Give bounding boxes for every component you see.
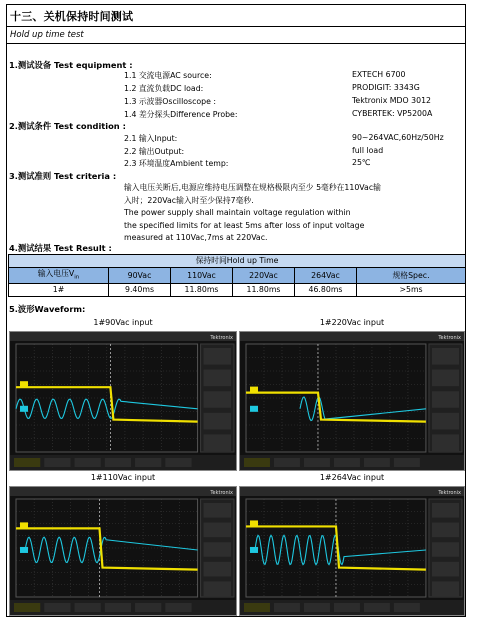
column-header: 264Vac	[295, 267, 357, 284]
equipment-value: Tektronix MDO 3012	[352, 96, 431, 105]
equipment-label: 1.1 交流电源AC source:	[124, 71, 212, 80]
scope-status-box	[244, 603, 270, 612]
scope-status-box	[394, 603, 420, 612]
scope-brand-label: Tektronix	[210, 335, 233, 341]
scope-status-box	[364, 458, 390, 467]
waveform-220vac	[239, 331, 465, 471]
criteria-text	[124, 182, 381, 245]
scope-side-button	[204, 348, 231, 365]
scope-brand-label: Tektronix	[210, 490, 233, 496]
scope-side-button	[432, 581, 459, 596]
subtitle-divider	[7, 43, 465, 44]
channel-1-marker	[20, 381, 28, 387]
scope-status-box	[14, 603, 40, 612]
scope-side-button	[204, 391, 231, 408]
scope-status-box	[244, 458, 270, 467]
scope-top-bar	[10, 487, 236, 496]
condition-heading: 2.测试条件 Test condition :	[9, 121, 126, 131]
scope-screen	[240, 487, 464, 615]
scope-side-button	[432, 542, 459, 557]
waveform-110vac	[9, 486, 237, 616]
table-cell: >5ms	[357, 284, 466, 297]
scope-top-bar	[240, 487, 464, 496]
input-voltage-subscript: in	[74, 274, 80, 281]
condition-label: 2.2 输出Output:	[124, 147, 185, 156]
scope-status-box	[135, 603, 161, 612]
scope-status-box	[105, 603, 131, 612]
scope-status-box	[44, 458, 70, 467]
scope-side-button	[204, 503, 231, 518]
channel-1-marker	[250, 387, 258, 393]
scope-screen	[240, 332, 464, 470]
page-subtitle: Hold up time test	[10, 30, 84, 40]
scope-status-box	[274, 603, 300, 612]
table-row	[9, 284, 466, 297]
equipment-label: 1.3 示波器Oscilloscope :	[124, 97, 216, 106]
equipment-value: CYBERTEK: VP5200A	[352, 109, 433, 118]
scope-status-box	[105, 458, 131, 467]
scope-side-button	[432, 434, 459, 451]
scope-status-box	[394, 458, 420, 467]
scope-side-button	[432, 523, 459, 538]
table-cell: 46.80ms	[295, 284, 357, 297]
waveform-title: 1#90Vac input	[93, 318, 153, 327]
condition-value: full load	[352, 146, 384, 155]
scope-status-box	[165, 603, 191, 612]
scope-status-box	[14, 458, 40, 467]
scope-side-button	[432, 413, 459, 430]
scope-status-box	[75, 458, 101, 467]
scope-side-button	[432, 348, 459, 365]
scope-side-button	[204, 523, 231, 538]
scope-status-box	[274, 458, 300, 467]
condition-value: 90~264VAC,60Hz/50Hz	[352, 133, 444, 142]
channel-2-marker	[250, 547, 258, 553]
criteria-line: The power supply shall maintain voltage regulation within	[124, 208, 351, 218]
criteria-line: 入时；220Vac输入时至少保持7毫秒.	[124, 195, 254, 205]
scope-status-box	[165, 458, 191, 467]
channel-2-marker	[20, 547, 28, 553]
report-page	[6, 4, 466, 617]
title-divider	[7, 26, 465, 27]
criteria-line: the specified limits for at least 5ms after loss of input voltage	[124, 220, 365, 230]
criteria-line: measured at 110Vac,7ms at 220Vac.	[124, 233, 268, 243]
channel-1-marker	[250, 520, 258, 526]
scope-side-button	[432, 503, 459, 518]
table-cell: 11.80ms	[233, 284, 295, 297]
condition-label: 2.3 环境温度Ambient temp:	[124, 159, 229, 168]
table-cell: 11.80ms	[171, 284, 233, 297]
waveform-90vac	[9, 331, 237, 471]
input-voltage-label: 输入电压V	[37, 268, 75, 278]
criteria-heading: 3.测试准则 Test criteria :	[9, 171, 117, 181]
waveform-heading: 5.波形Waveform:	[9, 304, 86, 314]
scope-top-bar	[10, 332, 236, 341]
scope-side-button	[432, 370, 459, 387]
criteria-line: 输入电压关断后,电源应维持电压调整在规格极限内至少 5毫秒在110Vac输	[124, 183, 381, 192]
scope-side-button	[204, 413, 231, 430]
hold-up-time-table	[8, 254, 466, 297]
scope-screen	[10, 332, 236, 470]
scope-top-bar	[240, 332, 464, 341]
channel-1-marker	[20, 522, 28, 528]
scope-side-button	[204, 581, 231, 596]
scope-status-box	[334, 603, 360, 612]
result-heading: 4.测试结果 Test Result :	[9, 243, 112, 253]
condition-value: 25℃	[352, 158, 371, 167]
scope-side-button	[204, 562, 231, 577]
waveform-264vac	[239, 486, 465, 616]
scope-side-button	[204, 542, 231, 557]
equipment-value: PRODIGIT: 3343G	[352, 83, 420, 92]
scope-status-box	[135, 458, 161, 467]
waveform-title: 1#110Vac input	[90, 473, 156, 482]
scope-status-box	[364, 603, 390, 612]
row-label: 1#	[9, 284, 109, 297]
scope-screen	[10, 487, 236, 615]
waveform-title: 1#264Vac input	[319, 473, 385, 482]
equipment-value: EXTECH 6700	[352, 70, 406, 79]
equipment-label: 1.4 差分探头Difference Probe:	[124, 110, 238, 119]
column-header: 90Vac	[109, 267, 171, 284]
equipment-label: 1.2 直流负载DC load:	[124, 84, 204, 93]
scope-brand-label: Tektronix	[438, 335, 461, 341]
scope-status-box	[44, 603, 70, 612]
scope-status-box	[334, 458, 360, 467]
column-header-input	[9, 267, 109, 284]
table-caption: 保持时间Hold up Time	[9, 255, 466, 268]
page-title: 十三、关机保持时间测试	[10, 10, 134, 23]
scope-side-button	[432, 562, 459, 577]
column-header: 110Vac	[171, 267, 233, 284]
scope-side-button	[204, 370, 231, 387]
scope-status-box	[75, 603, 101, 612]
scope-side-button	[432, 391, 459, 408]
equipment-heading: 1.测试设备 Test equipment :	[9, 60, 133, 70]
column-header: 220Vac	[233, 267, 295, 284]
waveform-title: 1#220Vac input	[319, 318, 385, 327]
scope-brand-label: Tektronix	[438, 490, 461, 496]
column-header: 规格Spec.	[357, 267, 466, 284]
condition-label: 2.1 输入Input:	[124, 134, 178, 143]
scope-status-box	[304, 458, 330, 467]
table-cell: 9.40ms	[109, 284, 171, 297]
channel-2-marker	[20, 406, 28, 412]
scope-status-box	[304, 603, 330, 612]
scope-side-button	[204, 434, 231, 451]
channel-2-marker	[250, 406, 258, 412]
